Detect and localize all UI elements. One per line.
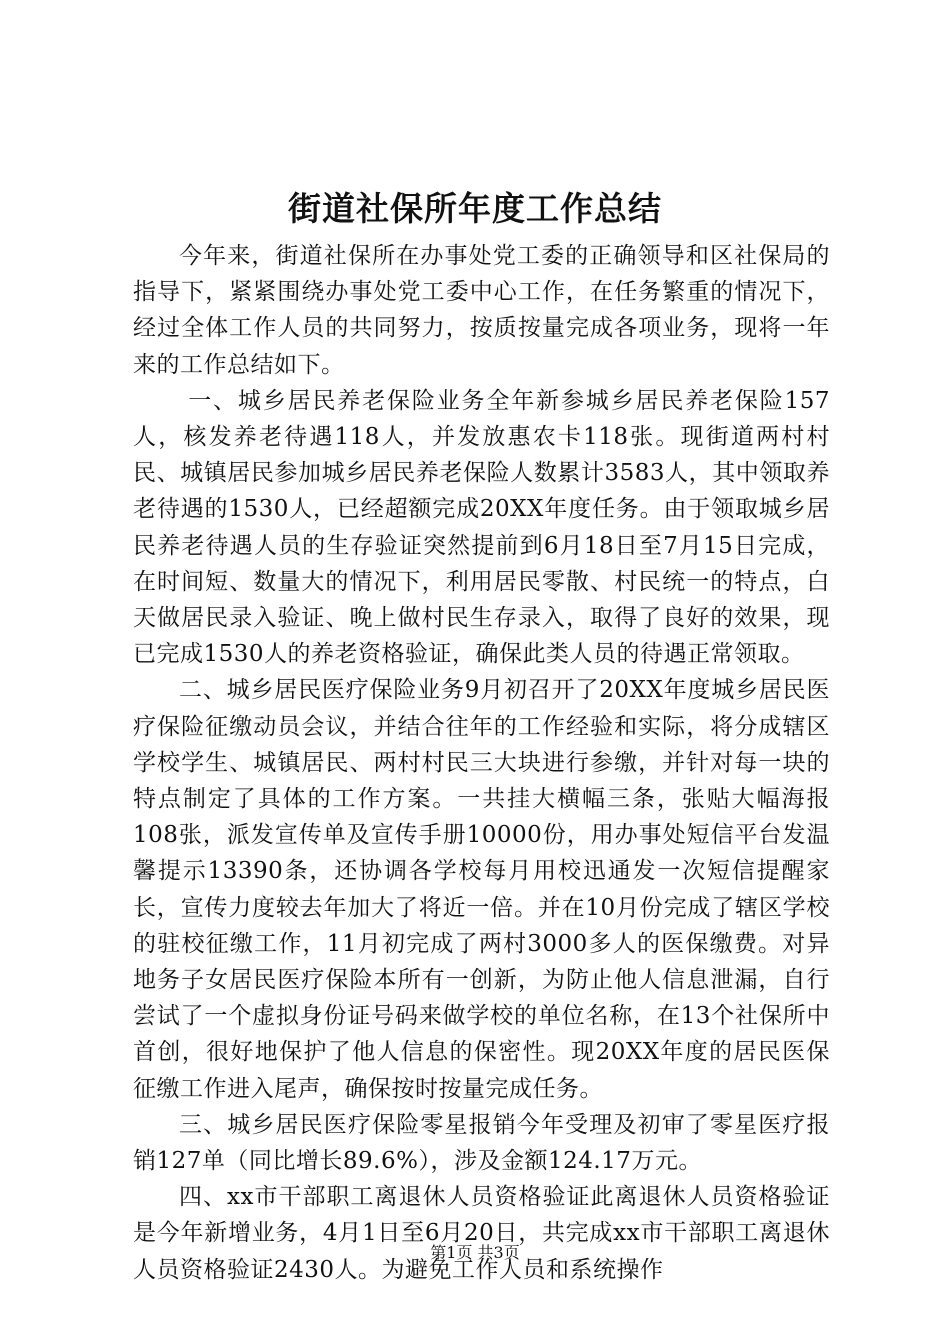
paragraph-intro: 今年来，街道社保所在办事处党工委的正确领导和区社保局的指导下，紧紧围绕办事处党工委中心工作，在任务繁重的情况下，经过全体工作人员的共同努力，按质按量完成各项业务，现将一年来的工作总结如下。 [133,243,830,378]
paragraph-section-4: 四、xx市干部职工离退休人员资格验证此离退休人员资格验证是今年新增业务，4月1日至6月20日，共完成xx市干部职工离退休人员资格验证2430人。为避免工作人员和系统操作 [133,1184,830,1283]
paragraph-section-1: 一、城乡居民养老保险业务全年新参城乡居民养老保险157人，核发养老待遇118人，并发放惠农卡118张。现街道两村村民、城镇居民参加城乡居民养老保险人数累计3583人，其中领取养老待遇的1530人，已经超额完成20XX年度任务。由于领取城乡居民养老待遇人员的生存验证突然提前到6月18日至7月15日完成，在时间短、数量大的情况下，利用居民零散、村民统一的特点，白天做居民录入验证、晚上做村民生存录入，取得了良好的效果，现已完成1530人的养老资格验证，确保此类人员的待遇正常领取。 [133,387,830,668]
paragraph-section-3: 三、城乡居民医疗保险零星报销今年受理及初审了零星医疗报销127单（同比增长89.6%），涉及金额124.17万元。 [133,1111,830,1175]
document-body [133,238,830,1288]
paragraph-section-2: 二、城乡居民医疗保险业务9月初召开了20XX年度城乡居民医疗保险征缴动员会议，并结合往年的工作经验和实际，将分成辖区学校学生、城镇居民、两村村民三大块进行参缴，并针对每一块的特点制定了具体的工作方案。一共挂大横幅三条，张贴大幅海报108张，派发宣传单及宣传手册10000份，用办事处短信平台发温馨提示13390条，还协调各学校每月用校迅通发一次短信提醒家长，宣传力度较去年加大了将近一倍。并在10月份完成了辖区学校的驻校征缴工作，11月初完成了两村3000多人的医保缴费。对异地务子女居民医疗保险本所有一创新，为防止他人信息泄漏，自行尝试了一个虚拟身份证号码来做学校的单位名称，在13个社保所中首创，很好地保护了他人信息的保密性。现20XX年度的居民医保征缴工作进入尾声，确保按时按量完成任务。 [133,677,830,1102]
document-title: 街道社保所年度工作总结 [288,189,662,228]
page-footer: 第1页 共3页 [430,1243,520,1262]
